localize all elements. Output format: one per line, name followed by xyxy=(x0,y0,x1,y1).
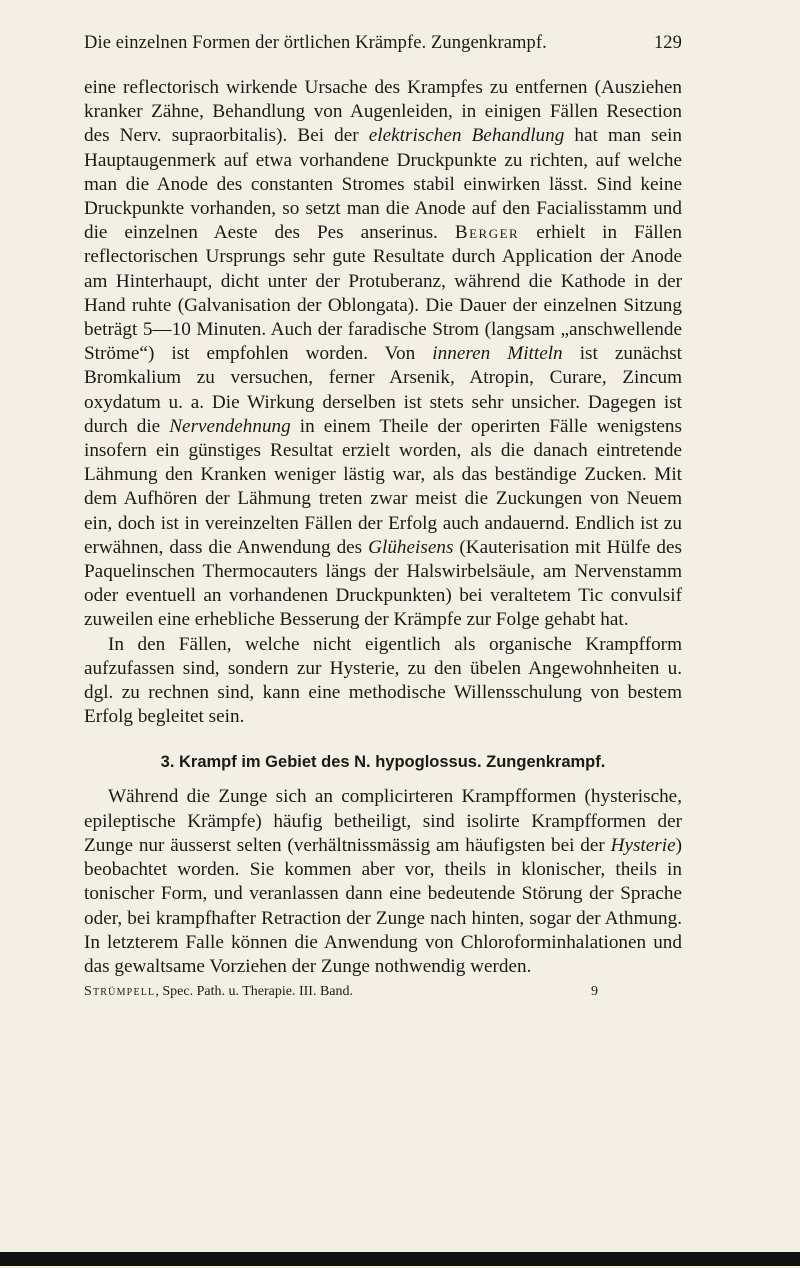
text-run: Während die Zunge sich an complicirteren Krampfformen (hysterische, epileptische Krämpfe) häufig betheiligt, sind isolirte Krampfformen der Zunge nur äusserst selten (verhältnissmässig am häufigsten bei der xyxy=(84,786,682,856)
body-text xyxy=(84,76,682,979)
emphasis-electric-treatment: elektrischen Behandlung xyxy=(368,125,565,147)
footer-author: Strümpell xyxy=(84,984,156,1000)
page-footer xyxy=(84,981,682,1003)
running-head-title: Die einzelnen Formen der örtlichen Krämpfe. Zungenkrampf. xyxy=(84,33,547,53)
section-heading: 3. Krampf im Gebiet des N. hypoglossus. Zungenkrampf. xyxy=(160,753,606,772)
author-name-berger: Berger xyxy=(454,222,520,244)
text-run: (Kauterisation mit Hülfe des Paquelinschen Thermocauters längs der Halswirbelsäule, am Nervenstamm oder eventuell an vorhandenen Druckpunkten) bei veraltetem Tic convulsif zuweilen eine erhebliche Besserung der Krämpfe zur Folge gehabt hat. xyxy=(84,536,683,631)
running-head xyxy=(84,30,682,56)
paragraph-hysteria: In den Fällen, welche nicht eigentlich als organische Krampfform aufzufassen sind, sondern zur Hysterie, zu den übelen Angewohnheiten u. dgl. zu rechnen sind, kann eine methodische Willensschulung von bestem Erfolg begleitet sein. xyxy=(84,633,682,728)
text-run: ist zunächst Bromkalium zu versuchen, ferner Arsenik, Atropin, Curare, Zincum oxydatum u. a. Die Wirkung derselben ist stets sehr unsicher. Dagegen ist durch die xyxy=(84,343,682,437)
paragraph-treatment xyxy=(84,76,682,633)
emphasis-cautery: Glüheisens xyxy=(368,536,454,558)
emphasis-hysteria: Hysterie xyxy=(610,834,676,856)
emphasis-nerve-stretching: Nervendehnung xyxy=(169,415,291,437)
text-run: in einem Theile der operirten Fälle wenigstens insofern ein günstiges Resultat erzielt worden, als die danach eintretende Lähmung den Kranken weniger lästig war, als das beständige Zucken. Mit dem Aufhören der Lähmung treten zwar meist die Zuckungen von Neuem ein, doch ist in vereinzelten Fällen der Erfolg auch andauernd. Endlich ist zu erwähnen, dass die Anwendung des xyxy=(84,415,682,558)
text-run: ) beobachtet worden. Sie kommen aber vor, theils in klonischer, theils in tonischer Form, und veranlassen dann eine bedeutende Störung der Sprache oder, bei krampfhafter Retraction der Zunge nach hinten, sogar der Athmung. In letzterem Falle können die Anwendung von Chloroforminhalationen und das gewaltsame Vorziehen der Zunge nothwendig werden. xyxy=(84,834,682,977)
footer-book-title: , Spec. Path. u. Therapie. III. Band. xyxy=(155,984,354,1000)
footer-source xyxy=(84,981,353,1003)
text-run: hat man sein Hauptaugenmerk auf etwa vorhandene Druckpunkte zu richten, auf welche man die Anode des constanten Stromes stabil einwirken lässt. Sind keine Druckpunkte vorhanden, so setzt man die Anode auf den Facialisstamm und die einzelnen Aeste des Pes anserinus. xyxy=(84,125,683,244)
book-page xyxy=(84,30,682,1003)
sheet-signature: 9 xyxy=(591,984,598,1000)
emphasis-internal-remedies: inneren Mitteln xyxy=(432,343,563,365)
scan-bottom-edge xyxy=(0,1252,800,1266)
text-run: erhielt in Fällen reflectorischen Ursprungs sehr gute Resultate durch Application der Anode am Hinterhaupt, dicht unter der Protuberanz, während die Kathode in der Hand ruhte (Galvanisation der Oblongata). Die Dauer der einzelnen Sitzung beträgt 5—10 Minuten. Auch der faradische Strom (langsam „anschwellende Ströme“) ist empfohlen worden. Von xyxy=(84,222,682,365)
text-run: eine reflectorisch wirkende Ursache des Krampfes zu entfernen (Ausziehen kranker Zähne, Behandlung von Augenleiden, in einigen Fällen Resection des Nerv. supraorbitalis). Bei der xyxy=(84,77,682,147)
paragraph-tongue-cramp xyxy=(84,785,682,979)
page-number: 129 xyxy=(653,33,682,53)
